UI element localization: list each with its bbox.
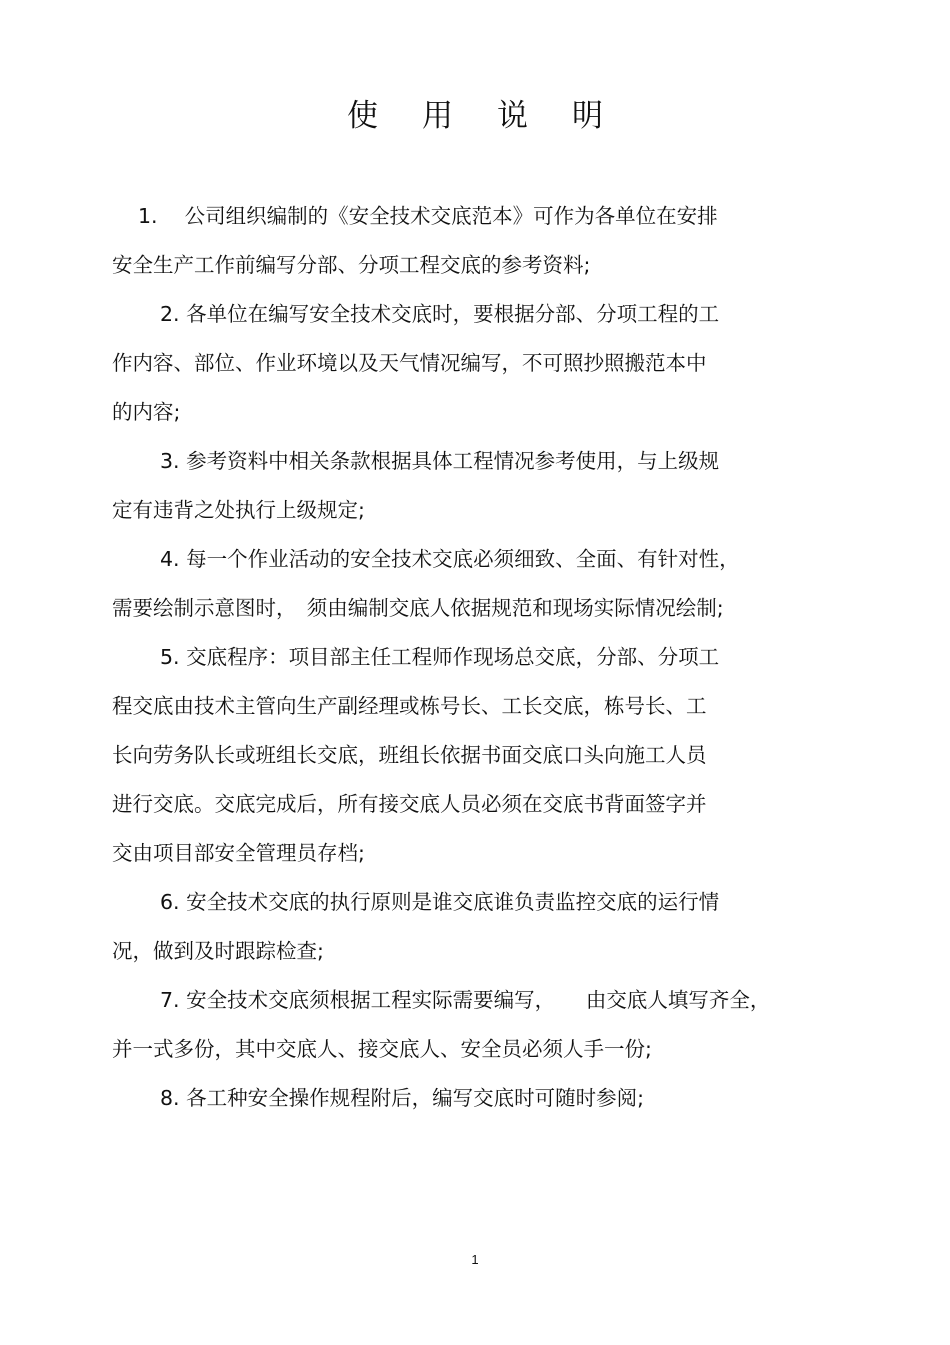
- page-title: [0, 92, 950, 140]
- item-7-line-1: 7. 安全技术交底须根据工程实际需要编写， 由交底人填写齐全，: [160, 988, 771, 1012]
- item-3-line-2: 定有违背之处执行上级规定;: [112, 498, 365, 522]
- item-6-line-2: 况，做到及时跟踪检查;: [112, 939, 324, 963]
- title-char: 明: [572, 98, 603, 134]
- title-char: 说: [497, 98, 528, 134]
- title-char: 使: [347, 98, 378, 134]
- item-6-line-1: 6. 安全技术交底的执行原则是谁交底谁负责监控交底的运行情: [160, 890, 720, 914]
- item-4-line-1: 4. 每一个作业活动的安全技术交底必须细致、全面、有针对性，: [160, 547, 740, 571]
- item-5-line-4: 进行交底。交底完成后，所有接交底人员必须在交底书背面签字并: [112, 792, 707, 816]
- title-char: 用: [422, 98, 453, 134]
- item-4-line-2: 需要绘制示意图时， 须由编制交底人依据规范和现场实际情况绘制;: [112, 596, 724, 620]
- instructions-body: [112, 192, 852, 1123]
- item-1-line-1: 1. 公司组织编制的《安全技术交底范本》可作为各单位在安排: [138, 204, 718, 228]
- item-5-line-3: 长向劳务队长或班组长交底，班组长依据书面交底口头向施工人员: [112, 743, 707, 767]
- item-1-line-2: 安全生产工作前编写分部、分项工程交底的参考资料;: [112, 253, 591, 277]
- item-2-line-3: 的内容;: [112, 400, 181, 424]
- item-5-line-2: 程交底由技术主管向生产副经理或栋号长、工长交底，栋号长、工: [112, 694, 707, 718]
- item-3-line-1: 3. 参考资料中相关条款根据具体工程情况参考使用，与上级规: [160, 449, 720, 473]
- item-2-line-2: 作内容、部位、作业环境以及天气情况编写，不可照抄照搬范本中: [112, 351, 707, 375]
- item-5-line-1: 5. 交底程序：项目部主任工程师作现场总交底，分部、分项工: [160, 645, 720, 669]
- page-number: 1: [471, 1252, 479, 1267]
- item-5-line-5: 交由项目部安全管理员存档;: [112, 841, 365, 865]
- item-8-line-1: 8. 各工种安全操作规程附后，编写交底时可随时参阅;: [160, 1086, 644, 1110]
- item-2-line-1: 2. 各单位在编写安全技术交底时，要根据分部、分项工程的工: [160, 302, 720, 326]
- item-7-line-2: 并一式多份，其中交底人、接交底人、安全员必须人手一份;: [112, 1037, 652, 1061]
